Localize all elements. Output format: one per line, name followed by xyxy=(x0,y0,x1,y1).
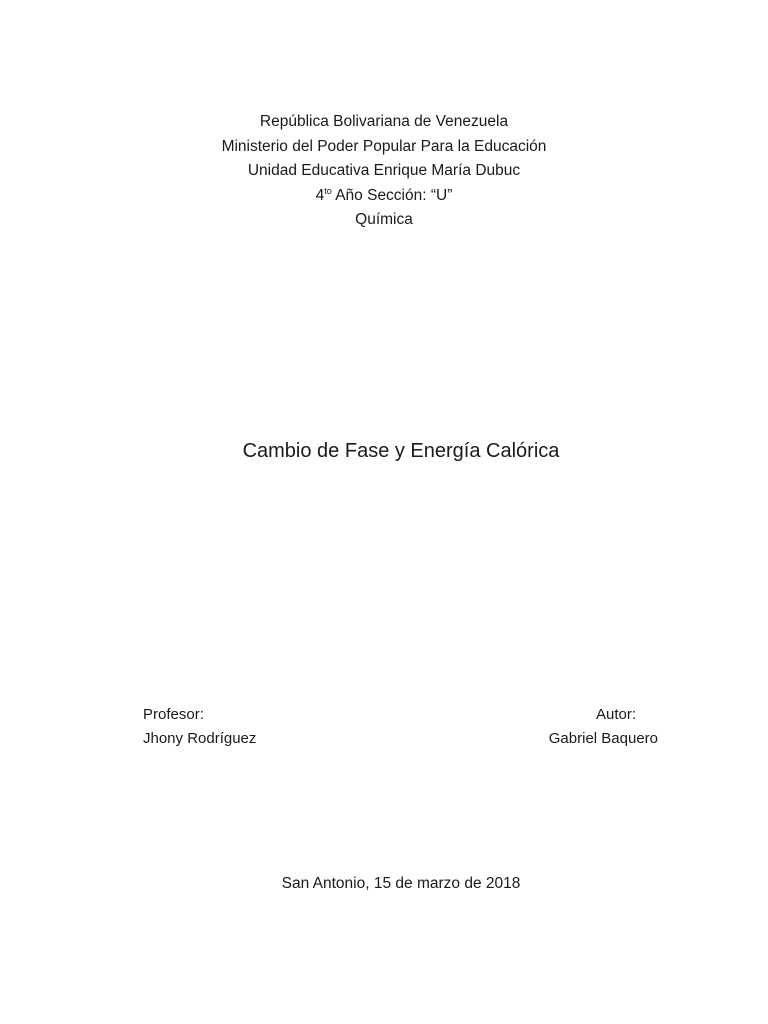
grade-number: 4 xyxy=(315,186,325,204)
grade-section-text: Año Sección: “U” xyxy=(331,186,453,204)
school-line: Unidad Educativa Enrique María Dubuc xyxy=(247,162,521,179)
country-line: República Bolivariana de Venezuela xyxy=(259,113,509,130)
author-name: Gabriel Baquero xyxy=(548,730,658,747)
author-label: Autor: xyxy=(595,706,636,723)
document-title: Cambio de Fase y Energía Calórica xyxy=(242,440,560,462)
ministry-line: Ministerio del Poder Popular Para la Educación xyxy=(221,137,547,155)
professor-block xyxy=(143,703,256,751)
subject-line: Química xyxy=(355,211,413,228)
institution-header xyxy=(0,110,768,233)
professor-name: Jhony Rodríguez xyxy=(143,730,257,747)
author-block xyxy=(549,703,658,751)
grade-superscript: to xyxy=(324,185,332,196)
grade-section-line xyxy=(0,184,768,209)
professor-label: Profesor: xyxy=(143,706,204,723)
place-date: San Antonio, 15 de marzo de 2018 xyxy=(281,875,521,892)
